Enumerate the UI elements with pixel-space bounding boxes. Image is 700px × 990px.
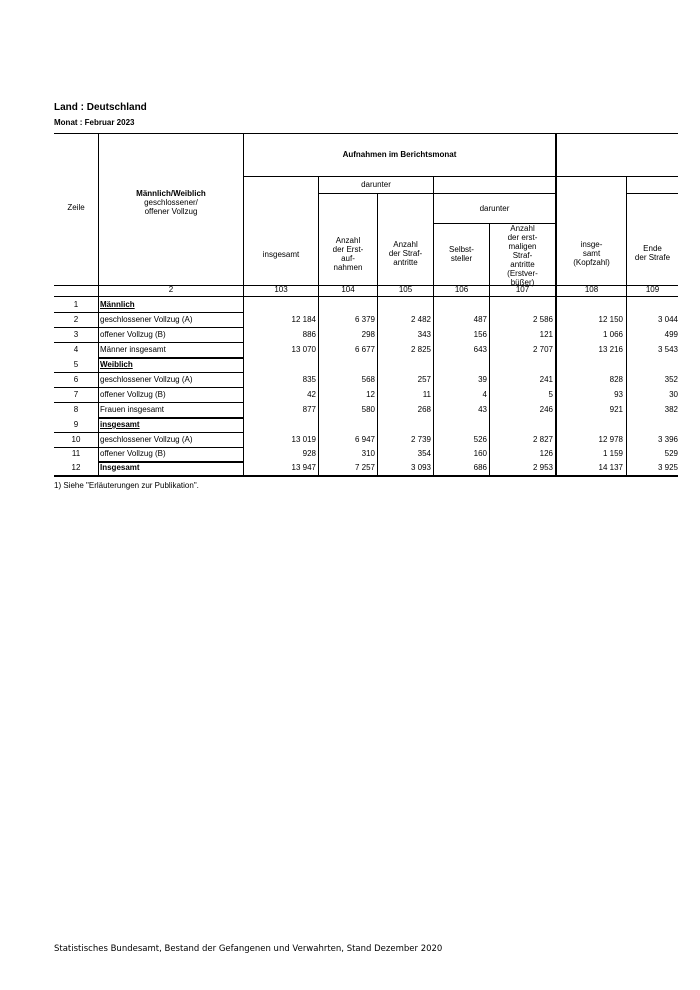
table-cell: 877 <box>302 405 316 414</box>
kopfzahl-header <box>557 238 626 268</box>
kopfzahl-line: samt <box>582 248 601 258</box>
table-cell: 568 <box>361 375 375 384</box>
aufnahmen-header: Aufnahmen im Berichtsmonat <box>342 149 457 159</box>
ende-line: Ende <box>643 244 662 253</box>
table-cell: 3 093 <box>410 463 431 472</box>
row-separator <box>54 342 243 343</box>
erstaufnahmen-line: nahmen <box>333 263 363 272</box>
row-label: geschlossener Vollzug (A) <box>100 435 193 444</box>
table-cell: 686 <box>473 463 487 472</box>
table-cell: 2 825 <box>410 345 431 354</box>
group-header-sub2: offener Vollzug <box>144 207 198 216</box>
right-group-line <box>626 193 678 194</box>
footnote: 1) Siehe "Erläuterungen zur Publikation". <box>54 481 199 490</box>
table-cell: 835 <box>302 375 316 384</box>
colnum-108: 108 <box>584 285 599 294</box>
table-cell: 4 <box>482 390 487 399</box>
row-label: Frauen insgesamt <box>100 405 165 414</box>
col-line-label <box>243 133 244 476</box>
strafantritte-line: Anzahl <box>393 239 418 249</box>
row-separator <box>54 402 243 403</box>
table-cell: 5 <box>548 390 553 399</box>
row-number: 12 <box>71 463 81 472</box>
colnum-bottom-border <box>54 296 678 297</box>
row-label: Männer insgesamt <box>100 345 166 354</box>
row-number: 6 <box>73 375 79 384</box>
strafantritte-line: der Straf- <box>388 248 423 258</box>
colnum-104: 104 <box>341 285 355 294</box>
table-cell: 382 <box>664 405 678 414</box>
colnum-105: 105 <box>398 285 413 294</box>
row-label: geschlossener Vollzug (A) <box>100 375 193 384</box>
erstmalig-line: Anzahl <box>510 223 535 233</box>
table-cell: 352 <box>664 375 678 384</box>
col-line-zeile <box>98 133 99 476</box>
page-footer: Statistisches Bundesamt, Bestand der Gefangenen und Verwahrten, Stand Dezember 2020 <box>54 944 443 954</box>
row-separator <box>54 387 243 388</box>
colnum-103: 103 <box>274 285 288 294</box>
erstaufnahmen-header <box>319 234 377 274</box>
table-top-border <box>54 133 678 134</box>
table-cell: 3 925 <box>657 463 678 472</box>
section-label: Weiblich <box>100 360 133 369</box>
row-number: 4 <box>73 345 79 354</box>
row-number: 2 <box>73 315 79 324</box>
erstmalig-line: Straf- <box>512 250 533 260</box>
table-cell: 93 <box>614 390 623 399</box>
table-cell: 487 <box>473 315 487 324</box>
section-label: Männlich <box>100 300 135 309</box>
table-cell: 1 066 <box>602 330 623 339</box>
aufnahmen-bottom-line <box>243 176 678 177</box>
erstaufnahmen-line: Anzahl <box>335 236 361 245</box>
erstmalig-line: büßer) <box>510 277 535 287</box>
erstaufnahmen-line: auf- <box>341 254 355 263</box>
table-cell: 257 <box>417 375 431 384</box>
erstmalig-line: der erst- <box>507 232 538 242</box>
table-cell: 13 070 <box>291 345 316 354</box>
row-label: offener Vollzug (B) <box>100 449 166 458</box>
table-cell: 2 739 <box>410 435 431 444</box>
table-cell: 13 019 <box>291 435 316 444</box>
row-label: Insgesamt <box>100 463 140 472</box>
erstmalig-line: antritte <box>510 259 535 269</box>
table-cell: 886 <box>302 330 316 339</box>
table-cell: 310 <box>361 449 375 458</box>
colnum-109: 109 <box>645 285 660 294</box>
table-cell: 160 <box>473 449 487 458</box>
row-label: geschlossener Vollzug (A) <box>100 315 193 324</box>
table-cell: 12 <box>366 390 375 399</box>
table-cell: 921 <box>609 405 623 414</box>
table-cell: 246 <box>539 405 553 414</box>
table-cell: 343 <box>417 330 431 339</box>
col-line-108 <box>555 133 557 476</box>
row-separator <box>54 432 243 433</box>
row-separator <box>98 417 243 419</box>
table-cell: 7 257 <box>354 463 375 472</box>
colnum-106: 106 <box>454 285 469 294</box>
selbststeller-line: steller <box>450 254 473 263</box>
table-cell: 42 <box>307 390 316 399</box>
colnum-2: 2 <box>168 285 174 294</box>
table-cell: 268 <box>417 405 431 414</box>
zeile-header: Zeile <box>67 202 85 212</box>
table-cell: 43 <box>478 405 487 414</box>
table-cell: 13 947 <box>291 463 316 472</box>
table-cell: 30 <box>669 390 678 399</box>
row-number: 1 <box>73 300 79 309</box>
table-cell: 156 <box>473 330 487 339</box>
table-cell: 126 <box>539 449 553 458</box>
darunter1-bottom-line <box>318 193 555 194</box>
erstmalig-line: maligen <box>508 241 537 251</box>
group-header-sub1: geschlossener/ <box>144 198 198 207</box>
insgesamt-header: insgesamt <box>262 249 300 259</box>
row-separator <box>54 312 243 313</box>
row-number: 9 <box>73 420 79 429</box>
erstmalig-line: (Erstver- <box>507 268 538 278</box>
strafantritte-line: antritte <box>393 257 418 267</box>
land-title: Land : Deutschland <box>54 102 147 113</box>
table-cell: 12 184 <box>291 315 316 324</box>
row-number: 8 <box>73 405 79 414</box>
table-cell: 13 216 <box>598 345 623 354</box>
row-separator <box>54 475 243 476</box>
kopfzahl-line: (Kopfzahl) <box>573 257 610 267</box>
ende-header <box>627 243 678 263</box>
table-cell: 643 <box>473 345 487 354</box>
table-cell: 14 137 <box>598 463 623 472</box>
table-cell: 2 707 <box>532 345 553 354</box>
row-number: 3 <box>73 330 79 339</box>
row-label: offener Vollzug (B) <box>100 330 166 339</box>
monat-title: Monat : Februar 2023 <box>54 118 135 127</box>
table-cell: 298 <box>361 330 375 339</box>
row-number: 7 <box>73 390 79 399</box>
erstaufnahmen-line: der Erst- <box>332 245 364 254</box>
table-cell: 6 947 <box>354 435 375 444</box>
section-label: insgesamt <box>100 420 140 429</box>
table-cell: 526 <box>473 435 487 444</box>
colnum-107: 107 <box>515 285 530 294</box>
selbststeller-header <box>434 244 489 264</box>
darunter2-header: darunter <box>479 203 510 213</box>
table-cell: 3 044 <box>657 315 678 324</box>
row-number: 11 <box>71 449 81 458</box>
table-cell: 12 978 <box>598 435 623 444</box>
table-cell: 241 <box>539 375 553 384</box>
col-line-104 <box>318 176 319 476</box>
erstmalig-header <box>490 224 555 286</box>
ende-line: der Strafe <box>634 253 671 262</box>
table-cell: 2 953 <box>532 463 553 472</box>
table-cell: 6 379 <box>354 315 375 324</box>
col-line-106 <box>433 176 434 476</box>
row-number: 5 <box>73 360 79 369</box>
table-cell: 529 <box>664 449 678 458</box>
table-cell: 12 150 <box>598 315 623 324</box>
row-separator <box>98 357 243 359</box>
strafantritte-header <box>378 238 433 268</box>
row-number: 10 <box>71 435 81 444</box>
table-cell: 2 482 <box>410 315 431 324</box>
table-cell: 1 159 <box>602 449 623 458</box>
table-cell: 828 <box>609 375 623 384</box>
row-separator <box>54 447 243 448</box>
table-cell: 354 <box>417 449 431 458</box>
col-line-105 <box>377 193 378 476</box>
table-cell: 3 543 <box>657 345 678 354</box>
selbststeller-line: Selbst- <box>449 245 474 254</box>
table-cell: 121 <box>539 330 553 339</box>
row-separator <box>54 327 243 328</box>
kopfzahl-line: insge- <box>580 239 603 249</box>
row-separator <box>54 372 243 373</box>
table-cell: 39 <box>478 375 487 384</box>
row-label: offener Vollzug (B) <box>100 390 166 399</box>
table-cell: 2 586 <box>532 315 553 324</box>
table-cell: 6 677 <box>354 345 375 354</box>
darunter1-header: darunter <box>361 179 391 189</box>
group-header-title: Männlich/Weiblich <box>136 188 206 198</box>
table-cell: 928 <box>302 449 316 458</box>
table-cell: 11 <box>422 390 431 399</box>
table-cell: 499 <box>664 330 678 339</box>
table-cell: 2 827 <box>532 435 553 444</box>
table-cell: 3 396 <box>657 435 678 444</box>
table-cell: 580 <box>361 405 375 414</box>
col-line-109 <box>626 176 627 476</box>
